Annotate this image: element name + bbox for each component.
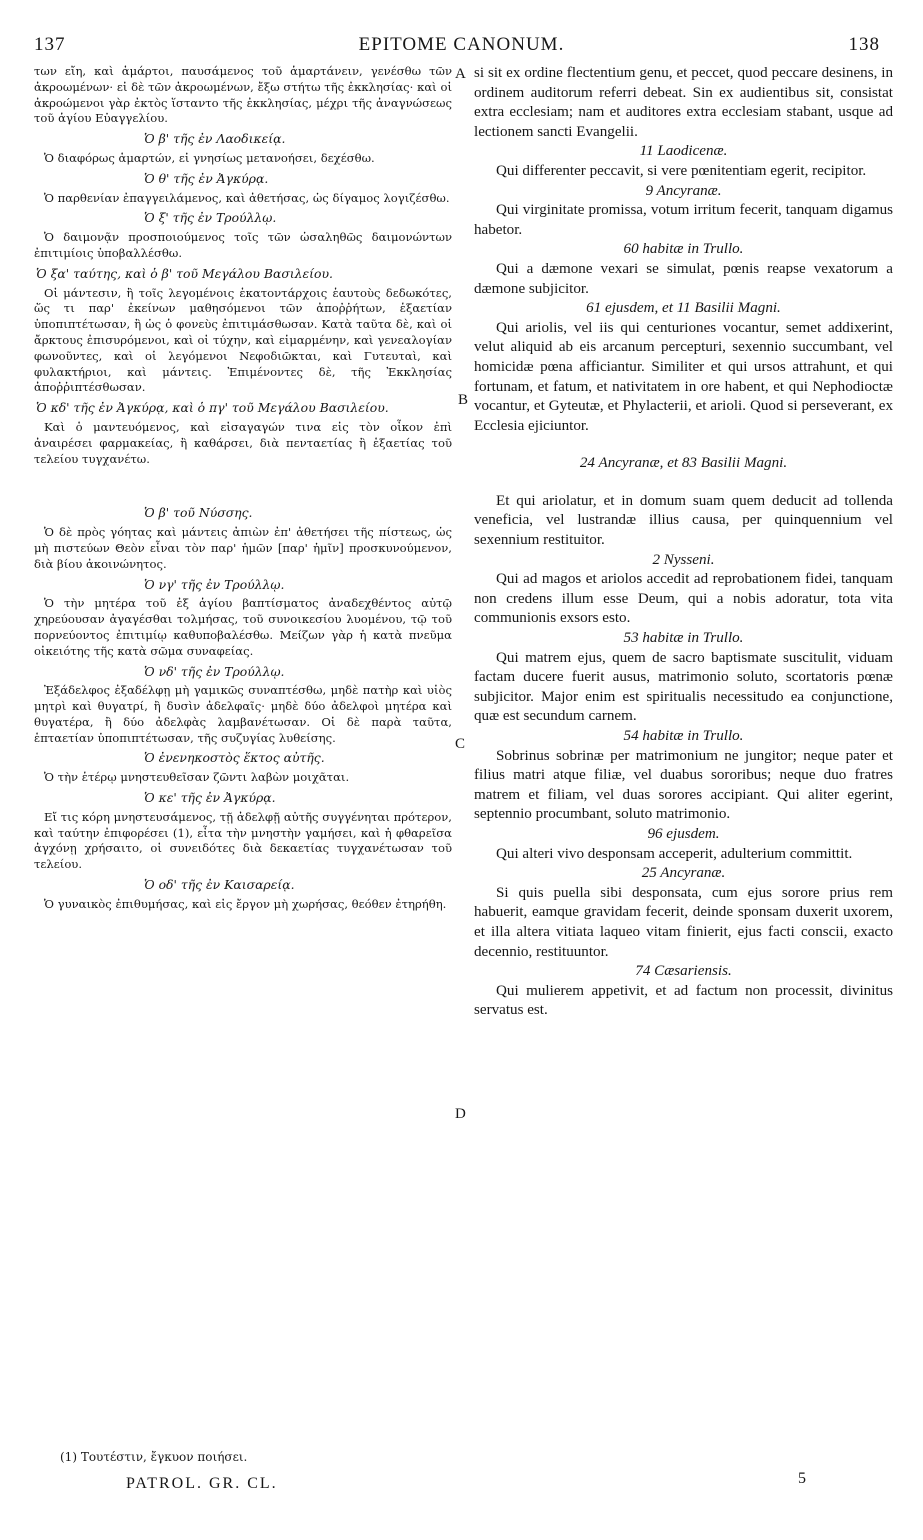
greek-paragraph: των εἴη, καὶ ἁμάρτοι, παυσάμενος τοῦ ἁμαρτάνειν, γενέσθω τῶν ἀκροωμένων· εἰ δὲ τῶν ἀκροωμένων, ἔξω στήτω τῆς ἐκκλησίας· καὶ οἱ ἀκροώμενοι γὰρ ἐκτὸς ἵσταντο τῆς ἐκκλησίας, μέχρι τῆς ἀναγνώσεως τοῦ ἁγίου Εὐαγγελίου. (34, 64, 452, 126)
latin-canon-heading: 25 Ancyranæ. (641, 865, 726, 882)
latin-paragraph: Si quis puella sibi desponsata, cum ejus sorore prius rem habuerit, eamque gravidam fecerit, deinde sponsam duxerit uxorem, et illa altera vitiata laqueo vitam finierit, ejus facti conscii, exacto decennio, restituuntor. (474, 884, 893, 960)
latin-paragraph: Qui differenter peccavit, si vere pœnitentiam egerit, recipitor. (496, 162, 867, 179)
latin-canon-heading: 74 Cæsariensis. (635, 963, 732, 980)
greek-canon-heading: Ὁ οδ' τῆς ἐν Καισαρείᾳ. (144, 877, 295, 893)
greek-canon-heading: Ὁ νγ' τῆς ἐν Τρούλλῳ. (144, 576, 285, 592)
gathering-number: 5 (798, 1470, 808, 1487)
latin-column (474, 64, 893, 1021)
latin-canon-heading: 54 habitæ in Trullo. (623, 728, 744, 744)
running-title: EPITOME CANONUM. (358, 34, 565, 55)
signature-mark: PATROL. GR. CL. (126, 1475, 278, 1492)
greek-paragraph: Ὁ παρθενίαν ἐπαγγειλάμενος, καὶ ἀθετήσας, ὡς δίγαμος λογιζέσθω. (44, 190, 450, 205)
latin-paragraph: Qui matrem ejus, quem de sacro baptismate suscitulit, viduam factam ducere fuerit ausus, matrimonio soluto, scortatoris pœnæ subjicitor. Major enim est spiritualis necessitudo ea conjunctione, quæ est secundum carnem. (474, 649, 893, 725)
footnote: (1) Τουτέστιν, ἔγκυον ποιήσει. (60, 1450, 248, 1464)
greek-canon-heading: Ὁ κε' τῆς ἐν Ἀγκύρᾳ. (144, 790, 276, 806)
greek-canon-heading: Ὁ β' τοῦ Νύσσης. (144, 505, 253, 521)
greek-column (34, 64, 452, 913)
greek-paragraph: Εἴ τις κόρη μνηστευσάμενος, τῇ ἀδελφῇ αὐτῆς συγγένηται πρότερον, καὶ ταύτην ἐπιφορέσει (1), εἶτα τὴν μνηστὴν γαμήσει, καὶ ἡ φθαρεῖσα ἀγχόνῃ χρήσαιτο, οἱ συνειδότες διὰ δεκαετίας τυγχανέτωσαν τοῦ τελείου. (34, 809, 452, 872)
margin-marker-b: B (458, 392, 469, 408)
latin-paragraph: si sit ex ordine flectentium genu, et peccet, quod peccare desinens, in ordinem auditorum referri debeat. Sin ex audientibus sit, consistat extra ecclesiam; nam et auditores extra ecclesiam stabant, usque ad lectionem sancti Evangelii. (474, 65, 893, 140)
latin-canon-heading: 60 habitæ in Trullo. (623, 241, 744, 258)
right-page-number: 138 (848, 34, 880, 55)
latin-paragraph: Qui a dæmone vexari se simulat, pœnis reapse vexatorum a dæmone subjicitor. (474, 260, 893, 297)
greek-paragraph: Καὶ ὁ μαντευόμενος, καὶ εἰσαγαγών τινα εἰς τὸν οἶκον ἐπὶ ἀναιρέσει φαρμακείας, ἢ καθάρσει, διὰ πενταετίας ἢ ἑξαετίας τοῦ τελείου τυγχανέτω. (34, 419, 452, 466)
latin-canon-heading: 11 Laodicenæ. (639, 143, 728, 160)
greek-canon-heading: Ὁ ξα' ταύτης, καὶ ὁ β' τοῦ Μεγάλου Βασιλείου. (36, 265, 333, 281)
latin-canon-heading: 9 Ancyranæ. (645, 182, 722, 199)
greek-canon-heading: Ὁ νδ' τῆς ἐν Τρούλλῳ. (144, 663, 285, 679)
latin-paragraph: Sobrinus sobrinæ per matrimonium ne jungitor; neque pater et filius matri atque filiæ, vel duabus sororibus; neque duo fratres matrem et filiam, vel duas sorores accipiant. Qui aliter egerint, septennio procumbant, soluto matrimonio. (474, 747, 893, 823)
greek-paragraph: Οἱ μάντεσιν, ἢ τοῖς λεγομένοις ἑκατοντάρχοις ἑαυτοὺς δεδωκότες, ὥς τι παρ' ἐκείνων μαθησόμενοι τῶν ἀποῤῥήτων, ἑξαετίαν ὑποπιπτέτωσαν, ἢ ὡς ὁ φονεὺς ἐπιτιμάσθωσαν. Κατὰ ταῦτα δὲ, καὶ οἱ ἄρκτους ἐπισυρόμενοι, καὶ οἱ τύχην, καὶ εἱμαρμένην, καὶ γενεαλογίαν φωνοῦντες, καὶ οἱ λεγόμενοι Νεφοδιῶκται, καὶ Γυτευταὶ, καὶ φυλακτήριοι, καὶ μάντεις. Ἐπιμένοντες δὲ, τῆς Ἐκκλησίας ἀποῤῥιπτέσθωσαν. (34, 285, 452, 395)
margin-marker-c: C (455, 736, 466, 752)
greek-canon-heading: Ὁ θ' τῆς ἐν Ἀγκύρᾳ. (144, 170, 269, 186)
greek-paragraph: Ὁ τὴν ἑτέρῳ μνηστευθεῖσαν ζῶντι λαβὼν μοιχᾶται. (44, 770, 350, 785)
greek-paragraph: Ὁ τὴν μητέρα τοῦ ἐξ ἁγίου βαπτίσματος ἀναδεχθέντος αὐτῷ χηρεύουσαν ἀγαγέσθαι τολμήσας, τοῦ συνοικεσίου λυομένου, τῷ τοῦ πορνεύοντος ἐπιτιμίῳ καθυποβαλέσθω. Μείζων γὰρ ἡ κατὰ πνεῦμα οἰκειότης τῆς κατὰ σῶμα συναφείας. (34, 596, 452, 658)
greek-paragraph: Ὁ δὲ πρὸς γόητας καὶ μάντεις ἀπιὼν ἐπ' ἀθετήσει τῆς πίστεως, ὡς μὴ πιστεύων Θεὸν εἶναι τὸν παρ' ἡμῶν [παρ' ἡμῖν] προσκυνούμενον, διὰ βίου ἀκοινώνητος. (34, 525, 452, 571)
latin-canon-heading: 24 Ancyranæ, et 83 Basilii Magni. (579, 455, 788, 472)
latin-canon-heading: 53 habitæ in Trullo. (623, 630, 744, 647)
greek-paragraph: Ὁ γυναικὸς ἐπιθυμήσας, καὶ εἰς ἔργον μὴ χωρήσας, θεόθεν ἐτηρήθη. (44, 896, 447, 911)
latin-paragraph: Qui ariolis, vel iis qui centuriones vocantur, semet addixerint, velut aliquid ab eis arcanum percepturi, sexennio succumbant, vel homicidæ pœna afficiantur. Similiter et qui ursos attrahunt, et qui fortunam, et fatum, et nativitatem in ore habent, et qui Nephodioctæ vocantur, et Gyteutæ, et Phylacterii, et arioli. Quod si perseverant, ex Ecclesia ejiciuntor. (474, 319, 893, 434)
latin-paragraph: Qui alteri vivo desponsam acceperit, adulterium committit. (496, 845, 853, 862)
greek-canon-heading: Ὁ ξ' τῆς ἐν Τρούλλῳ. (144, 210, 277, 226)
greek-paragraph: Ὁ δαιμονᾷν προσποιούμενος τοῖς τῶν ὡσαληθῶς δαιμονώντων ἐπιτιμίοις ὑποβαλλέσθω. (34, 230, 452, 260)
greek-paragraph: Ἐξάδελφος ἐξαδέλφῃ μὴ γαμικῶς συναπτέσθω, μηδὲ πατὴρ καὶ υἱὸς μητρὶ καὶ θυγατρί, ἢ δυσὶν ἀδελφαῖς· μηδὲ δύο ἀδελφοὶ μητέρα καὶ θυγατέρα, ἢ δύο ἀδελφὰς λαμβανέτωσαν. Οἱ δὲ παρὰ ταῦτα, ἑπταετίαν ὑποπιπτέτωσαν, τῆς συζυγίας λυθείσης. (34, 683, 452, 745)
greek-canon-heading: Ὁ β' τῆς ἐν Λαοδικείᾳ. (144, 131, 286, 147)
latin-paragraph: Et qui ariolatur, et in domum suam quem deducit ad tollenda veneficia, vel lustrandæ illius causa, per quinquennium vel sexennium restituitor. (474, 492, 893, 549)
latin-paragraph: Qui mulierem appetivit, et ad factum non processit, divinitus servatus est. (474, 982, 893, 1019)
greek-canon-heading: Ὁ κδ' τῆς ἐν Ἀγκύρᾳ, καὶ ὁ πγ' τοῦ Μεγάλου Βασιλείου. (36, 400, 389, 416)
latin-canon-heading: 61 ejusdem, et 11 Basilii Magni. (586, 300, 781, 317)
margin-marker-a: A (455, 66, 466, 82)
latin-canon-heading: 2 Nysseni. (652, 551, 715, 568)
latin-paragraph: Qui virginitate promissa, votum irritum fecerit, tanquam digamus habetor. (474, 202, 893, 238)
greek-paragraph: Ὁ διαφόρως ἁμαρτών, εἰ γνησίως μετανοήσει, δεχέσθω. (44, 150, 375, 165)
greek-canon-heading: Ὁ ἐνενηκοστὸς ἕκτος αὐτῆς. (144, 750, 325, 766)
margin-marker-d: D (455, 1106, 466, 1122)
left-page-number: 137 (34, 34, 66, 55)
latin-paragraph: Qui ad magos et ariolos accedit ad reprobationem fidei, tanquam non credens illum esse Deum, qui a nobis adoratur, tota vita communionis exsors esto. (474, 571, 893, 627)
latin-canon-heading: 96 ejusdem. (647, 825, 720, 842)
